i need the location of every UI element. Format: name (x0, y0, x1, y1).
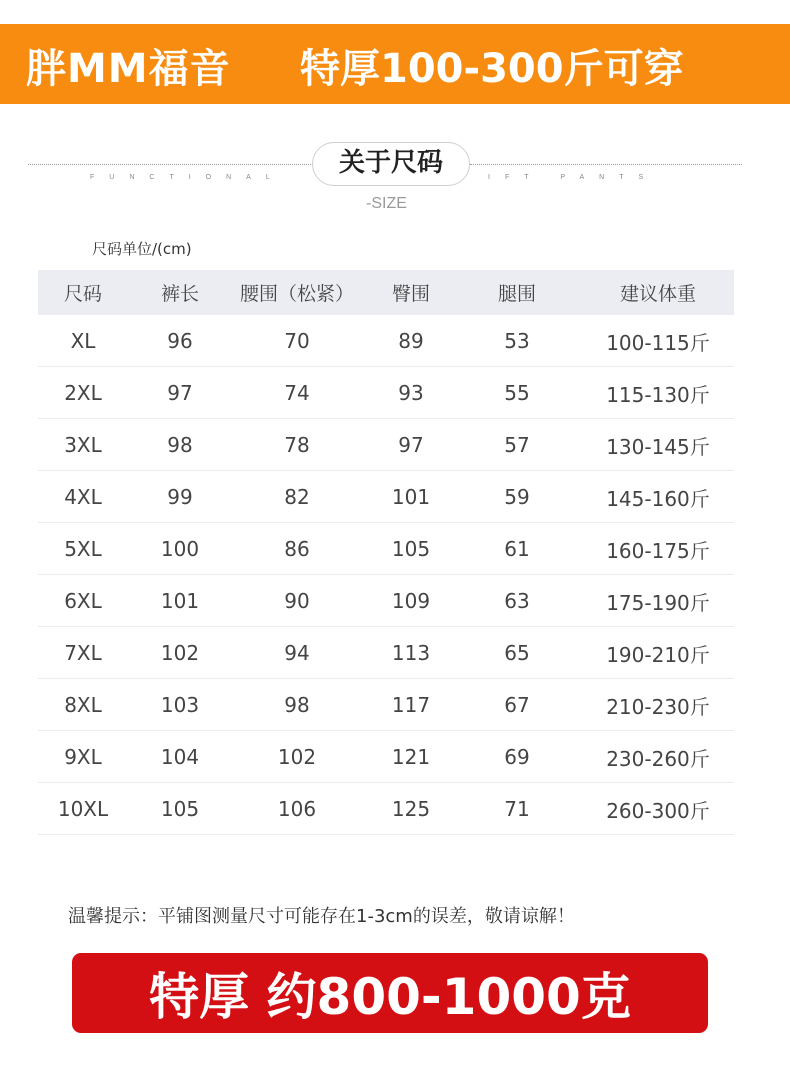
cell-size: 4XL (64, 485, 102, 509)
cell-weight: 175-190斤 (606, 590, 710, 615)
cell-size: 5XL (64, 537, 102, 561)
cell-weight: 130-145斤 (606, 434, 710, 459)
table-row (38, 472, 734, 523)
table-row (38, 368, 734, 419)
cell-size: 9XL (64, 745, 102, 769)
cell-length: 100 (160, 537, 200, 561)
cell-length: 102 (160, 641, 200, 665)
unit-label: 尺码单位/(cm) (92, 240, 192, 258)
cell-hip: 109 (391, 589, 431, 613)
table-row (38, 680, 734, 731)
cell-length: 101 (160, 589, 200, 613)
cell-waist: 82 (284, 485, 310, 509)
cell-size: 6XL (64, 589, 102, 613)
cell-weight: 100-115斤 (606, 330, 710, 355)
cell-waist: 78 (284, 433, 310, 457)
cell-size: 8XL (64, 693, 102, 717)
cell-length: 103 (160, 693, 200, 717)
table-header (38, 270, 734, 315)
cell-waist: 70 (284, 329, 310, 353)
header-waist: 腰围（松紧） (239, 283, 354, 305)
table-row (38, 628, 734, 679)
cell-waist: 90 (284, 589, 310, 613)
section-title: 关于尺码 (312, 142, 470, 186)
cell-thigh: 71 (504, 797, 530, 821)
cell-weight: 115-130斤 (606, 382, 710, 407)
cell-size: XL (70, 329, 96, 353)
cell-hip: 101 (391, 485, 431, 509)
table-row (38, 784, 734, 835)
header-hip: 臀围 (391, 283, 430, 305)
table-row (38, 576, 734, 627)
cell-thigh: 65 (504, 641, 530, 665)
top-banner (0, 24, 790, 104)
banner-right-text: 特厚100-300斤可穿 (300, 46, 684, 92)
cell-weight: 190-210斤 (606, 642, 710, 667)
size-table (38, 270, 734, 835)
cell-thigh: 55 (504, 381, 530, 405)
table-row (38, 316, 734, 367)
cell-weight: 260-300斤 (606, 798, 710, 823)
cell-waist: 106 (277, 797, 317, 821)
table-row (38, 420, 734, 471)
cell-hip: 125 (391, 797, 431, 821)
cell-waist: 102 (277, 745, 317, 769)
bottom-banner: 特厚 约800-1000克 (72, 953, 708, 1033)
section-subtitle: -SIZE (366, 195, 407, 212)
cell-waist: 74 (284, 381, 310, 405)
cell-hip: 121 (391, 745, 431, 769)
cell-hip: 105 (391, 537, 431, 561)
header-thigh: 腿围 (497, 283, 536, 305)
cell-hip: 93 (398, 381, 424, 405)
divider-left (28, 164, 313, 165)
cell-waist: 98 (284, 693, 310, 717)
cell-length: 98 (167, 433, 193, 457)
cell-waist: 94 (284, 641, 310, 665)
cell-thigh: 53 (504, 329, 530, 353)
decorative-letters-right: IFT PANTS (488, 174, 659, 181)
header-length: 裤长 (160, 283, 199, 305)
decorative-letters-left: FUNCTIONAL (90, 174, 285, 181)
cell-thigh: 57 (504, 433, 530, 457)
cell-size: 10XL (57, 797, 109, 821)
cell-length: 105 (160, 797, 200, 821)
cell-hip: 97 (398, 433, 424, 457)
cell-length: 96 (167, 329, 193, 353)
cell-weight: 230-260斤 (606, 746, 710, 771)
cell-thigh: 67 (504, 693, 530, 717)
cell-hip: 113 (391, 641, 431, 665)
divider-right (470, 164, 742, 165)
table-row (38, 732, 734, 783)
cell-length: 104 (160, 745, 200, 769)
cell-weight: 210-230斤 (606, 694, 710, 719)
cell-length: 99 (167, 485, 193, 509)
cell-size: 2XL (64, 381, 102, 405)
header-size: 尺码 (63, 283, 102, 305)
cell-hip: 89 (398, 329, 424, 353)
cell-thigh: 63 (504, 589, 530, 613)
cell-thigh: 61 (504, 537, 530, 561)
cell-size: 3XL (64, 433, 102, 457)
cell-thigh: 59 (504, 485, 530, 509)
cell-weight: 145-160斤 (606, 486, 710, 511)
cell-length: 97 (167, 381, 193, 405)
cell-waist: 86 (284, 537, 310, 561)
cell-size: 7XL (64, 641, 102, 665)
cell-thigh: 69 (504, 745, 530, 769)
header-weight: 建议体重 (619, 283, 696, 305)
banner-left-text: 胖MM福音 (26, 46, 231, 92)
table-row (38, 524, 734, 575)
measurement-tip: 温馨提示：平铺图测量尺寸可能存在1-3cm的误差，敬请谅解！ (68, 906, 575, 927)
cell-weight: 160-175斤 (606, 538, 710, 563)
cell-hip: 117 (391, 693, 431, 717)
